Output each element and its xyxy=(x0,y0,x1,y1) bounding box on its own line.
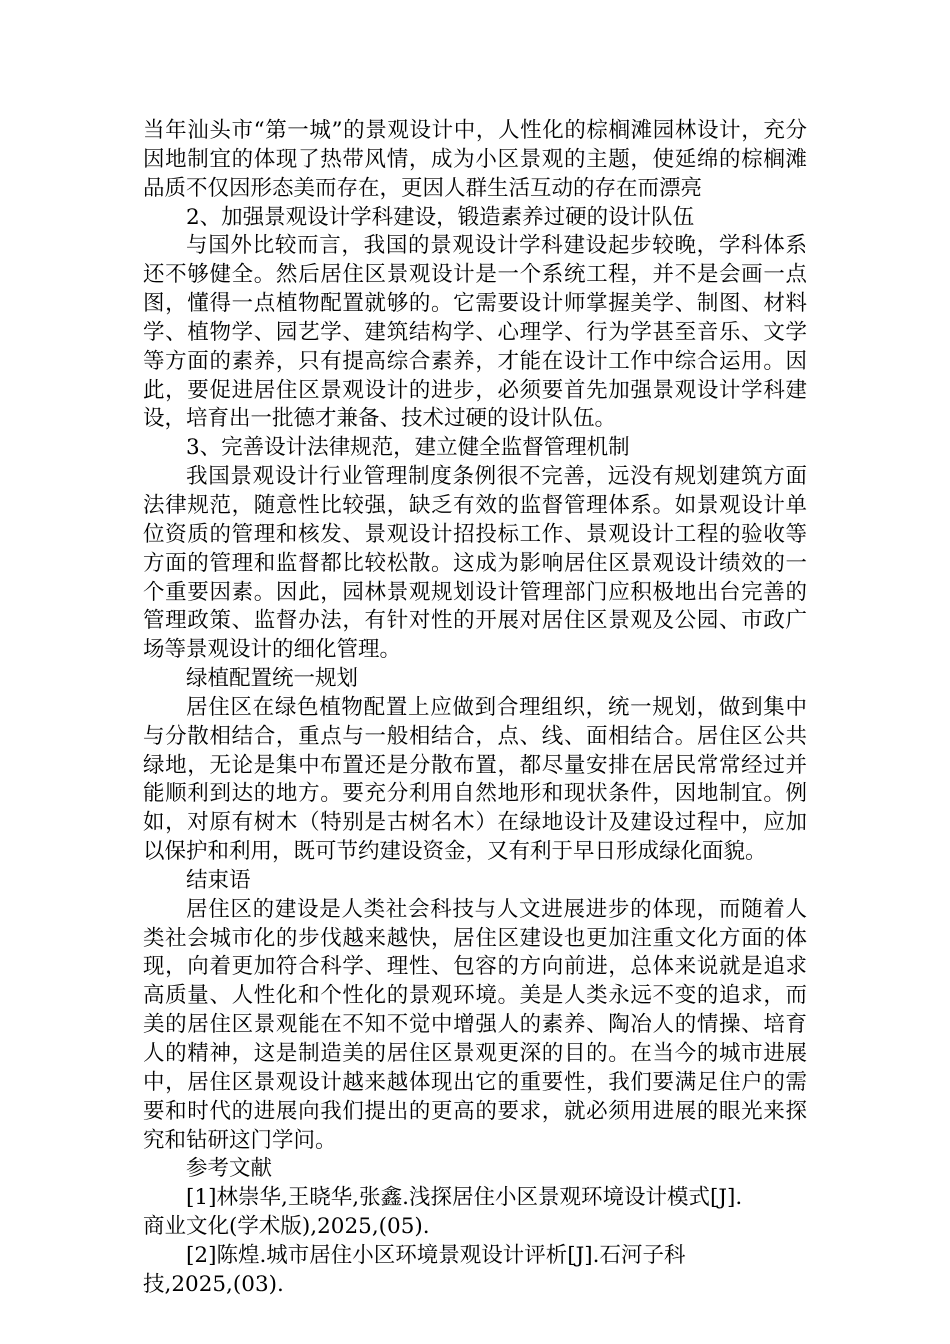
section-heading-2: 2、加强景观设计学科建设，锻造素养过硬的设计队伍 xyxy=(186,204,695,230)
paragraph-discipline: 与国外比较而言，我国的景观设计学科建设起步较晚，学科体系还不够健全。然后居住区景观设计是一个系统工程，并不是会画一点图，懂得一点植物配置就够的。它需要设计师掌握美学、制图、材料学、植物学、园艺学、建筑结构学、心理学、行为学甚至音乐、文学等方面的素养，只有提高综合素养，才能在设计工作中综合运用。因此，要促进居住区景观设计的进步，必须要首先加强景观设计学科建设，培育出一批德才兼备、技术过硬的设计队伍。 xyxy=(143,233,807,432)
document-body xyxy=(143,117,807,1300)
section-heading-conclusion: 结束语 xyxy=(186,867,251,893)
reference-1-line-2: 商业文化(学术版),2025,(05). xyxy=(143,1214,430,1240)
paragraph-greenery: 居住区在绿色植物配置上应做到合理组织，统一规划，做到集中与分散相结合，重点与一般相结合，点、线、面相结合。居住区公共绿地，无论是集中布置还是分散布置，都尽量安排在居民常常经过并能顺利到达的地方。要充分利用自然地形和现状条件，因地制宜。例如，对原有树木（特别是古树名木）在绿地设计及建设过程中，应加以保护和利用，既可节约建设资金，又有利于早日形成绿化面貌。 xyxy=(143,694,807,865)
paragraph-intro: 当年汕头市“第一城”的景观设计中，人性化的棕榈滩园林设计，充分因地制宜的体现了热带风情，成为小区景观的主题，使延绵的棕榈滩品质不仅因形态美而存在，更因人群生活互动的存在而漂亮 xyxy=(143,118,807,201)
reference-2-line-2: 技,2025,(03). xyxy=(143,1271,284,1297)
paragraph-conclusion: 居住区的建设是人类社会科技与人文进展进步的体现，而随着人类社会城市化的步伐越来越快，居住区建设也更加注重文化方面的体现，向着更加符合科学、理性、包容的方向前进，总体来说就是追求高质量、人性化和个性化的景观环境。美是人类永远不变的追求，而美的居住区景观能在不知不觉中增强人的素养、陶冶人的情操、培育人的精神，这是制造美的居住区景观更深的目的。在当今的城市进展中，居住区景观设计越来越体现出它的重要性，我们要满足住户的需要和时代的进展向我们提出的更高的要求，就必须用进展的眼光来探究和钻研这门学问。 xyxy=(143,896,807,1153)
section-heading-greenery: 绿植配置统一规划 xyxy=(186,666,359,692)
reference-1-line-1: [1]林崇华,王晓华,张鑫.浅探居住小区景观环境设计模式[J]. xyxy=(186,1185,743,1211)
reference-item-1 xyxy=(143,1184,807,1242)
reference-2-line-1: [2]陈煌.城市居住小区环境景观设计评析[J].石河子科 xyxy=(186,1242,686,1268)
section-heading-references: 参考文献 xyxy=(186,1156,273,1182)
section-heading-3: 3、完善设计法律规范，建立健全监督管理机制 xyxy=(186,435,630,461)
paragraph-regulation: 我国景观设计行业管理制度条例很不完善，远没有规划建筑方面法律规范，随意性比较强，缺乏有效的监督管理体系。如景观设计单位资质的管理和核发、景观设计招投标工作、景观设计工程的验收等方面的管理和监督都比较松散。这成为影响居住区景观设计绩效的一个重要因素。因此，园林景观规划设计管理部门应积极地出台完善的管理政策、监督办法，有针对性的开展对居住区景观及公园、市政广场等景观设计的细化管理。 xyxy=(143,464,807,663)
reference-item-2 xyxy=(143,1242,807,1300)
